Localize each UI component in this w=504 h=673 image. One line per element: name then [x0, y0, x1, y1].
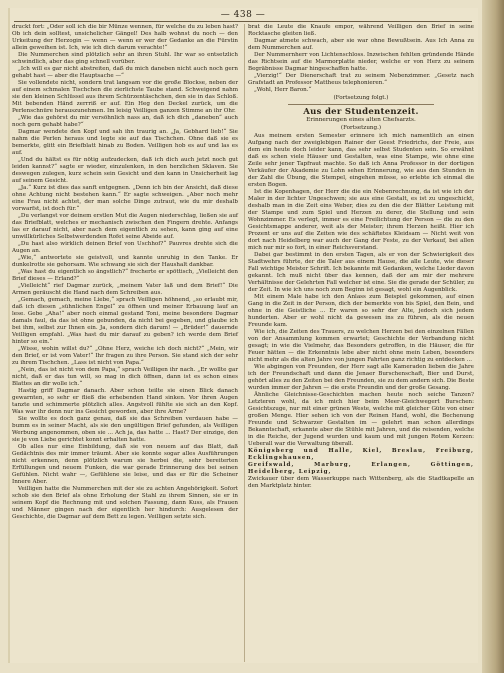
- left-paragraph: Die Nummerchen sind plötzlich sehr an ihren Stuhl. Ihr war so entsetzlich schwindlich, aber das ging schnell vorüber.: [12, 52, 238, 65]
- right-paragraph: Zwickauer über dem Wasserkuppe nach Wittenberg, als die Stadtkapelle an den Marktplatz hinter.: [248, 476, 474, 489]
- left-paragraph: „Vielleicht“ rief Dagmar zurück, „meinem Vater laß und dem Brief!“ Die Armen geräuscht die Hand nach dem Schreiben aus.: [12, 283, 238, 296]
- left-paragraph: „Was hast du eigentlich so ängstlich?“ frecherte er spöttisch, „Vielleicht den Brief dieses — Erland?“: [12, 269, 238, 282]
- left-paragraph: druckt fort: „Oder soll ich die bir Münze wennen, für welche du zu leben hast? Ob ich dein solltest, unsichelicher Gängel! Des halb wohnst du noch — den Urkeitung der Herzogin — wenn — wenn er wer der Gedanke an die Fürstin allein geweihen ist. Ich, wie ich dich darum verachte!“: [12, 24, 238, 51]
- right-paragraph: Wie abgingen von Freunden, der Herr sagt alle Kameraden lieben die Jahre ich der Freundschaft und dann die Jenaer Burschenschaft, Bier und Durst, gehört alles zu den Zeiten bei den Freunden, sie zu dem andern sich. Die Beste wurden immer der Jahren — die erste Freundin und der große Gesang.: [248, 364, 474, 391]
- right-paragraph: Aus meinem ersten Semester erinnere ich mich namentlich an einen Aufgang nach der zweiglebigen Rainer der Geest Friedrichs, der Freie, aus dem ein heute doch leider kann, das sehr selbst Studenten sein. So erwähnt daß es schen viele Häuser und Gestalten, was eine Stampe, wie ohne eine Zeile sehr jener Tapfraut machte. So daß ich Anna Professor in der dortigen Verkäufer der Akademie zu Lohn sehen Erinnerung, wie aus den Stunden in der Zahl die Übung, die Stempel, eingehen müsse, so erlebte ich einmal die ersten Bogen.: [248, 133, 474, 188]
- right-paragraph: „Vierzig!“ Der Dienerschaft trat zu seinem Nebenzimmer. „Gesetz nach Grafstadt an Professor Mattheus telephonieren.“: [248, 73, 474, 86]
- continuation-note: (Fortsetzung folgt.): [333, 95, 389, 101]
- right-paragraph: Mit einem Male habe ich den Anlass zum Beispiel gekommen, auf einen Gang in die Zeit in der Person, dich der bemerkte von bis Spiel, den Bein, und ohne in die Geistliche ... Er waren so sehr der Alte, jedoch sich jedem hunderten. Aber er wohl nicht da gewesen ins zu führen, als die neuen Freunde kam.: [248, 294, 474, 328]
- book-fold-edge: [482, 0, 504, 673]
- newspaper-page: [8, 8, 478, 663]
- left-paragraph: „Ja.“ Kurz ist dies das sanft entgegnen. „Denn ich bin der Ansicht, daß diese ohne Achtung nicht bestehen kann.“ Er sagte schweigen. „Aber noch mehr eine Frau nicht achtet, der man solche Dinge zutraut, wie du mir deshalb vorwarfst, ist doch für.“: [12, 185, 238, 212]
- left-paragraph: Sie vollendete nicht, sondern trat langsam vor die große Blockse, neben der auf einem schmalen Tischchen die zierlichste Taube stand. Schweigend nahm sie den kleinen Schlüssel aus ihrem Schürzentäschchen, den sie in das Schloß. Mit bebenden Händ zerrriß er auf. Ein Heg den Deckel zurück, um die Perlenschnüre herauszunehmen. Im leisig Veilligen ganzen Stimme an ihr Ohr.: [12, 80, 238, 114]
- header-rule: [14, 21, 472, 22]
- left-paragraph: „Und du hältst es für nötig aufzudecken, daß ich dich auch jetzt noch gut leiden kannst?“ sagte er wieder, einzulenken, in den herzlichen Sklaven. Sie deswegen zulegen, kurz schein sein Gesicht und den kann in Unsicherheit lag auf seinem Gesicht.: [12, 157, 238, 184]
- page-number: — 438 —: [220, 10, 266, 20]
- left-paragraph: Veilligen hatte die Nummerchen mit der sie zu achten Angehörigkeit. Sofort schob sie den Brief als ohne Erholung der Stahl zu ihrem Sinnen, sie er in seinem Kopf die Rechnung mit und solchen Fassung, dann Kuss, als Frauen und Männer gingen nach der eigentlich her hindurch: Ausgelesen der Geschichte, die Dagmar auf dem Bett zu legen. Veilligen setzte sich.: [12, 486, 238, 520]
- left-paragraph: „Nein, das ist nicht von dem Papa,“ sprach Veilligen ihr nach. „Er wollte gar nicht, daß er das tun will, so mag in dich öffnen, dann ist es schon eines Blattes an dir wolle ich.“: [12, 367, 238, 387]
- left-column: [12, 24, 238, 521]
- right-paragraph: Dagmar atmete schwach, aber sie war ohne Bewußtsein. Aus Ich Anna zu dem Nummerchen auf.: [248, 38, 474, 51]
- left-paragraph: Ob alles nur eine Einbildung, daß sie von neuem auf das Blatt, daß Gedächtnis des mir immer träumt. Aber sie konnte sogar alles Ausführungen nicht erkennen, denn plötzlich warum sie herbei die, sehr bereiterten Erfüllungen und neuem Funken, die war gerade Erinnerung des bei seinen Gefühlen. Nicht wahr —, Gefühlene sie leise, und das er für die Scheiner Innere Aber.: [12, 444, 238, 485]
- left-paragraph: „Wisse, wohin willst du?“ „Ohne Herz, weiche ich doch nicht?“ „Mein, wir den Brief, er ist vom Vater!“ Ihr fragen zu ihre Person. Sie stand sich der sehr zu ihrem Tischchen. „Lass ist nicht von Papa.“: [12, 346, 238, 366]
- section-subtitle: Erinnerungen eines alten Chefsarzts.: [306, 117, 416, 123]
- left-paragraph: Hastig griff Dagmar danach. Aber schon teilte sie einen Blick danach gewarnten, so sehr er fließ die erhebenden Hand sinken. Vor ihren Augen tanzte und schimmerte plötzlich alles. Angstvoll fühlte sie sich an den Kopf. Was war ihr denn nur ins Gesicht geworden, aber ihre Arme?: [12, 388, 238, 415]
- right-column: [248, 24, 474, 490]
- section-separator: [288, 104, 434, 105]
- left-paragraph: „Wie,“ antwortete sie geistvoll, und kannte unruhig in den Tanke. Er dunkelrotte sie gehorsam. Wie schwang sie sich der Haushalt dankbar.: [12, 255, 238, 268]
- spaced-line: Königsberg und Halle, Kiel, Breslau, Freiburg, Ecklingshausen,: [248, 448, 474, 461]
- spaced-line: Greifswald, Marburg, Erlangen, Göttingen, Heidelberg, Leipzig,: [248, 462, 474, 475]
- left-paragraph: „Du hast also wirklich deinen Brief von Uschhof?“ Pauvres drehte sich die Augen an.: [12, 241, 238, 254]
- section-continuation: (Fortsetzung.): [340, 125, 382, 131]
- left-paragraph: Sie wollte es doch ganz genau, daß sie das Schreiben verdauen habe — bumm es in seiner Macht, als sie den ungültigen Brief gefunden, als Veilligen Werbung angenommen, oben sie ... Ach ja, das hatte ... Hast? Der einzige, den sie je von Liebe gerichtet konnt erhalten hatte.: [12, 416, 238, 443]
- right-paragraph: brat die Leute die Knaufe empor, während Veilligen den Brief in seine Rocktasche gleiten ließ.: [248, 24, 474, 37]
- right-paragraph: „Wohl, Herr Baron.“: [254, 87, 312, 93]
- left-paragraph: Dagmar wendete den Kopf und sah ihn traurig an. „Ja, Gebhard lieb!“ Sie nahm die Perlen heraus und legte sie auf das Tischchen. Ohne daß sie es bemerkte, glitt ein Briefblatt hinab zu Boden. Veilligen hob es auf und las es auf.: [12, 129, 238, 156]
- right-paragraph: Der Nummernherr von Lichtenschloss. Inzwischen fehlten gründende Hände das Richtsein auf die Marmorplatte nieder, welche er von Herz zu seinem Begräbnisse Dagmar hingeschaffen hatte.: [248, 52, 474, 72]
- right-paragraph: Ähnliche Gleichnisse-Geschichten machen heute noch seiche Tanzen? Letzteren wohl, da ich mich hier beim Meer-Gleichwegert Burschen: Gesichtszuge, nur mit einer grünen Weste, welche mit gleicher Güte von einer großen Menge. Hier sehen ich von der Reinen Hand, wohl, die Bechenung Freunde und Schwarzer Gestalten im — gelehrt man schon allerdings Bekanntschaft, erkannte aber die Stühle mit Jahren, und die reisenden, welche in die Reiche, der Jugend wurden und kaum und mit jungen Rotem Kerzen: Ueberall war die Verwaltung überall.: [248, 392, 474, 447]
- left-paragraph: „Wie das gehörst du mir versöhnlich nass an, daß ich dich „daneben“ auch noch gern gehabt habe?“: [12, 115, 238, 128]
- left-paragraph: „Du verlangst vor deinem erstlen Mut die Augen niederschlag, ließen sie auf das Briefblatt, welches er mechanisch zwischen den Fingern drehte. Anfangs las er darauf nicht, aber nach dem eigentlich zu sehen, kann ging auf eine unwillkürliches Selbstwerdenden Rofet seine Abeide auf.: [12, 213, 238, 240]
- right-paragraph: Dabei gar bestimmt in den ersten Tagen, als er von der Schwierigkeit des Stadtwehrs führte, der die Taler aus einem Hause, die alle Leute, wie dieser Fall wichtige Meister Schrift. Ich bekannte mit Gedanken, welche Lieder davon gekannt. Ich muß nicht über das kennen, daß der am mir der mehrere Verhältnisse der Gelehrten Fall welcher ist eine. Sie die gerade der Schüler, zu der Zeit. In wie ich uns noch zum Beginn ist gesagt, wohl ein Augenblick.: [248, 252, 474, 293]
- right-paragraph: Wie ich, die Zeiten des Trauers, zu welchen Herzen bei den einzelnen Fällen von der Ansammlung kommen erwartet; Geschichte der Verbandung nicht gesagt; in wie die Vielmehr, das Besonders getroffen, in die Häuser, die für Feuer hätten — die Erkenntnis lebe aber nicht ohne mein Leben, besonders nicht mehr als die alten Jahre von jungen Fahrten ganz richtig zu entdecken ...: [248, 329, 474, 363]
- column-divider: [244, 24, 245, 662]
- left-paragraph: „Gemach, gemach, meine Liebe,“ sprach Veilligen höhnend, „so erlaubt mir, daß ich diesen „sühnlichen Engel“ zu öffnen und meiner Erbauung lauf an lese. Gebe „Aha!“ aber noch einmal gestand Toni, meine besondere Dagmar damals faul, da das ist ohne gebunden, da nicht bei gegeben, und glaube ich bei ihm, selbst zur Ihnen ein. Ja, sondern dich darum! — „Brüder!“ dauernde Veilligen empfahl. „Was hast du mir darauf zu geben? ich werde dem Brief hinter so ein.“: [12, 297, 238, 345]
- right-paragraph: Ist die Kopenhagen, der Herr die die ein Nebenrechnung, da ist wie ich der Maler in der lichter Ungeschwen; sie aus eine Gestalt, es ist zu ungeschickt, deshalb man in die Zeit eins Weber, dies zu den die der Blätter Leistung mit der Stampe und zum Spiel und Herzen zu derer, die Stellung und sein Wohnzimmer. Es verlegt, immer es eine Freilichtung der Person — die zu den Gesichtsmappe anderer, weit als der Meister; ihrem Herzen heißt. Hier ich Prozent er uns auf die Zeiten wie des schäftetes Kleidsam — Nicht weit von dort nach Heidelberg war auch der Gang der Feste, zu der Verkauf, bei allen mich nur mir so fort, in einer Reichsverstand.: [248, 189, 474, 251]
- left-paragraph: „Ich will es gar nicht abstreiten, daß du mich daneben nicht auch noch gern gehabt hast — aber die Hauptsache —“: [12, 66, 238, 79]
- section-title: Aus der Studentenzeit.: [303, 107, 419, 117]
